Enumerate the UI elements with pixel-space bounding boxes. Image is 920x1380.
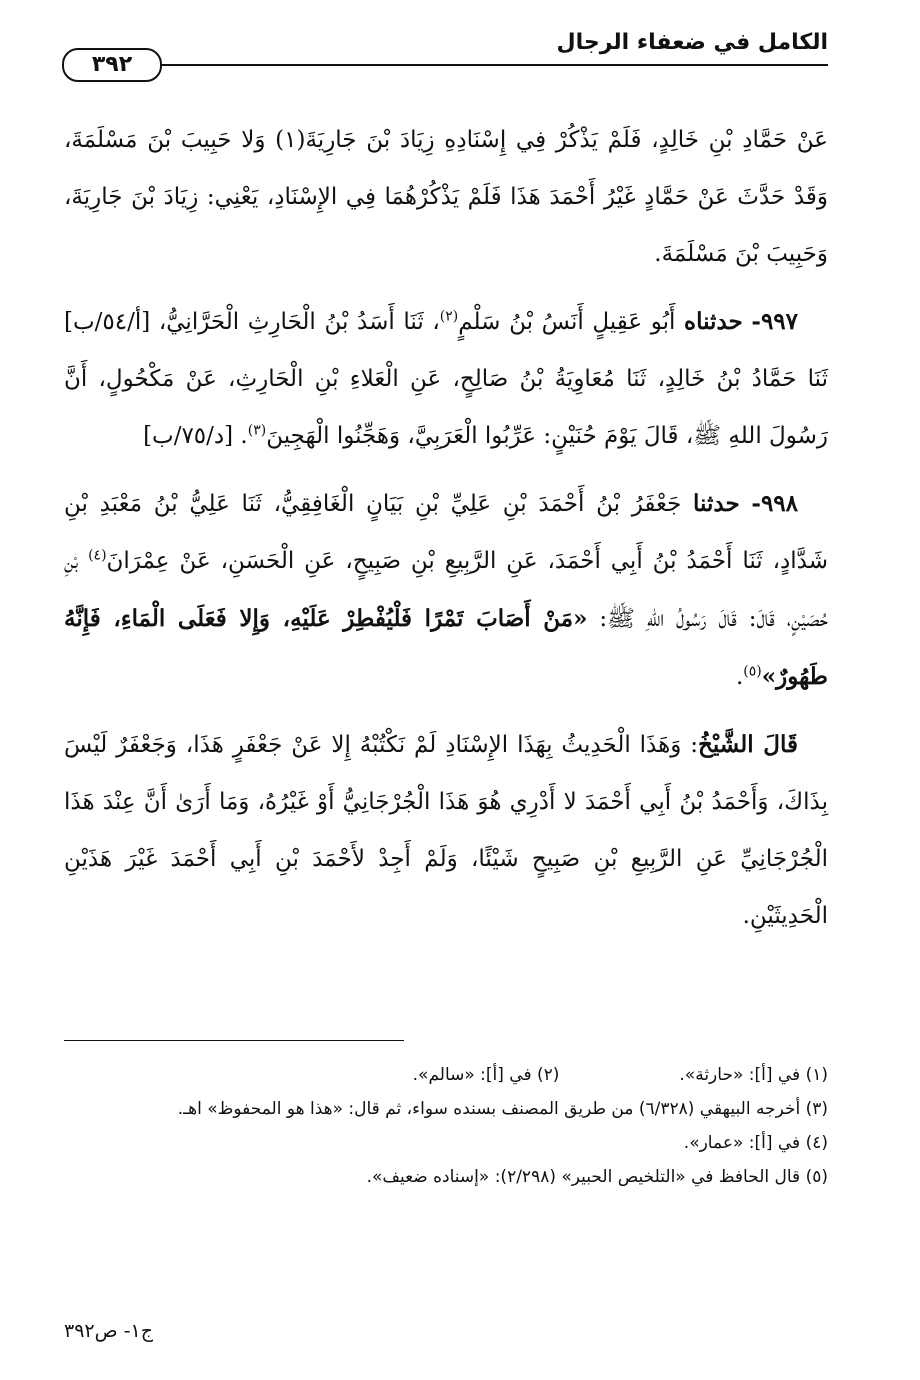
hadith-text: جَعْفَرُ بْنُ أَحْمَدَ بْنِ عَلِيِّ بْنِ بَيَانٍ الْغَافِقِيُّ، ثَنَا عَلِيُّ بْنُ مَعْبَدِ بْنِ شَدَّادٍ، ثَنَا أَحْمَدُ بْنُ أَبِي أَحْمَدَ، عَنِ الرَّبِيعِ بْنِ صَبِيحٍ، عَنِ الْحَسَنِ، عَنْ عِمْرَانَ [64,491,828,574]
hadith-997 [64,293,828,465]
footnote-2: (٢) في [أ]: «سالم». [412,1065,560,1085]
shaykh-text: : وَهَذَا الْحَدِيثُ بِهَذَا الإِسْنَادِ لَمْ نَكْتُبْهُ إِلا عَنْ جَعْفَرٍ هَذَا، وَجَعْفَرٌ لَيْسَ بِذَاكَ، وَأَحْمَدُ بْنُ أَبِي أَحْمَدَ لا أَدْرِي هُوَ هَذَا الْجُرْجَانِيُّ أَوْ غَيْرُهُ، وَمَا أَرَىٰ أَنَّ عِنْدَ هَذَا الْجُرْجَانِيِّ عَنِ الرَّبِيعِ بْنِ صَبِيحٍ شَيْئًا، وَلَمْ أَجِدْ لأَحْمَدَ بْنِ أَبِي أَحْمَدَ غَيْرَ هَذَيْنِ الْحَدِيثَيْنِ. [64,732,828,929]
footnote-ref: (٢) [439,308,459,325]
footnote-4: (٤) في [أ]: «عمار». [683,1133,828,1153]
hadith-number: ٩٩٨- [751,490,798,517]
hadith-text: بْنِ حُصَيْنٍ، قَالَ: قَالَ رَسُولُ اللهِ ﷺ: [64,548,828,632]
footnote-row [64,1058,828,1092]
hadith-number: ٩٩٧- [751,308,798,335]
footnotes [64,1058,828,1194]
page-number: ٣٩٢ [62,48,162,82]
main-text [64,112,828,955]
footnote-5: (٥) قال الحافظ في «التلخيص الحبير» (٢/٢٩٨): «إسناده ضعيف». [366,1167,828,1187]
shaykh-comment [64,716,828,945]
hadith-text: ، ثَنَا أَسَدُ بْنُ الْحَارِثِ الْحَرَّانِيُّ، [أ/٥٤/ب] ثَنَا حَمَّادُ بْنُ خَالِدٍ، ثَنَا مُعَاوِيَةُ بْنُ صَالِحٍ، عَنِ الْعَلاءِ بْنِ الْحَارِثِ، عَنْ مَكْحُولٍ، أَنَّ رَسُولَ اللهِ ﷺ، قَالَ يَوْمَ حُنَيْنٍ: عَرِّبُوا الْعَرَبِيَّ، وَهَجِّنُوا الْهَجِينَ [64,309,828,449]
footnote-ref: (٥) [743,663,762,680]
footnote-ref: (٤) [88,547,107,564]
prophetic-quote: «مَنْ أَصَابَ تَمْرًا فَلْيُفْطِرْ عَلَيْهِ، وَإِلا فَعَلَى الْمَاءِ، فَإِنَّهُ طَهُورٌ» [64,605,828,690]
hadith-text: . [735,664,744,690]
volume-page-marker: ج١- ص٣٩٢ [64,1320,153,1342]
shaykh-lead: قَالَ الشَّيْخُ [697,731,798,758]
footnote-1: (١) في [أ]: «حارثة». [679,1065,828,1085]
hadith-998 [64,475,828,706]
hadith-lead: حدثنا [693,490,740,517]
footnote-ref: (٣) [247,422,267,439]
header-rule [64,64,828,66]
footnote-3: (٣) أخرجه البيهقي (٦/٣٢٨) من طريق المصنف بسنده سواء، ثم قال: «هذا هو المحفوظ» اهـ. [177,1099,828,1119]
paragraph-intro: عَنْ حَمَّادِ بْنِ خَالِدٍ، فَلَمْ يَذْكُرْ فِي إِسْنَادِهِ زِيَادَ بْنَ جَارِيَةَ(١) وَلا حَبِيبَ بْنَ مَسْلَمَةَ، وَقَدْ حَدَّثَ عَنْ حَمَّادٍ غَيْرُ أَحْمَدَ هَذَا فَلَمْ يَذْكُرْهُمَا فِي الإِسْنَادِ، يَعْنِي: زِيَادَ بْنَ جَارِيَةَ، وَحَبِيبَ بْنَ مَسْلَمَةَ. [64,127,828,267]
hadith-text: . [د/٧٥/ب] [143,423,248,449]
hadith-text: أَبُو عَقِيلٍ أَنَسُ بْنُ سَلْمٍ [458,309,676,335]
book-title: الكامل في ضعفاء الرجال [556,30,828,55]
hadith-lead: حدثناه [684,308,743,335]
footnote-divider [64,1040,404,1041]
